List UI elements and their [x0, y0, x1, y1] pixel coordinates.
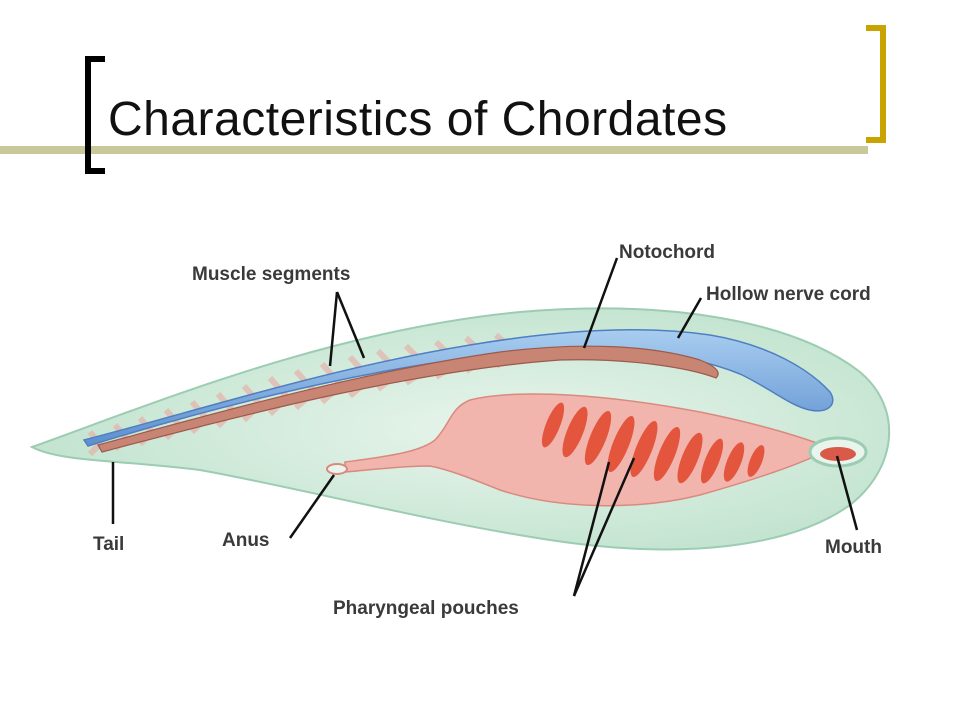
page-title: Characteristics of Chordates — [108, 93, 728, 146]
label-tail: Tail — [93, 534, 125, 555]
label-anus: Anus — [222, 530, 270, 551]
anus-opening — [327, 464, 347, 474]
label-hollow-nerve-cord: Hollow nerve cord — [706, 284, 871, 305]
label-pharyngeal-pouches: Pharyngeal pouches — [333, 598, 519, 619]
label-muscle-segments: Muscle segments — [192, 264, 351, 285]
label-mouth: Mouth — [825, 537, 882, 558]
label-notochord: Notochord — [619, 242, 716, 263]
